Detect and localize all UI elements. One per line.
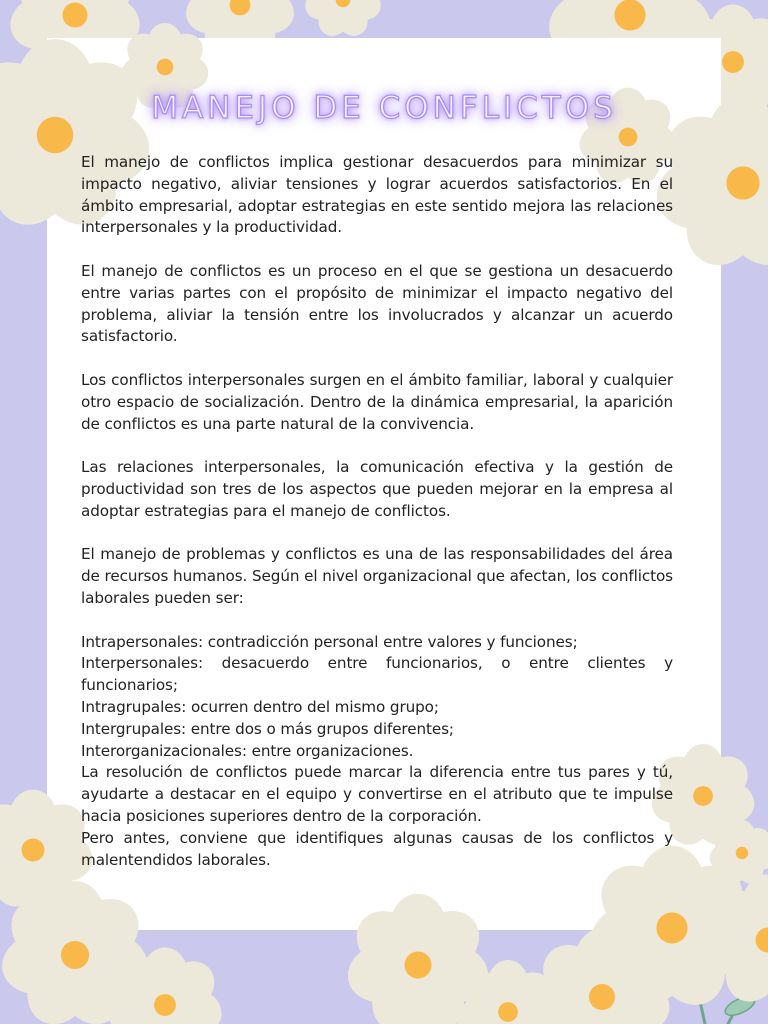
daisy-icon [547, 944, 657, 1024]
list-item: Pero antes, conviene que identifiques algunas causas de los conflictos y malentendidos laborales. [81, 828, 673, 869]
paragraph: El manejo de problemas y conflictos es una de las responsabilidades del área de recursos humanos. Según el nivel organizacional que afectan, los conflictos laborales pueden ser: [81, 545, 673, 607]
page-title: MANEJO DE CONFLICTOS [151, 90, 617, 126]
list-item: Intergrupales: entre dos o más grupos diferentes; [81, 719, 454, 738]
paragraph: El manejo de conflictos es un proceso en el que se gestiona un desacuerdo entre varias partes con el propósito de minimizar el impacto negativo del problema, aliviar la tensión entre los involucrados y alcanzar un acuerdo satisfactorio. [81, 261, 673, 346]
daisy-icon [661, 755, 745, 837]
list-item: Intragrupales: ocurren dentro del mismo grupo; [81, 697, 439, 716]
daisy-icon [15, 897, 134, 1013]
list-item: Interpersonales: desacuerdo entre funcionarios, o entre clientes y funcionarios; [81, 654, 673, 695]
daisy-icon [672, 115, 768, 253]
list-item: La resolución de conflictos puede marcar la diferencia entre tus pares y tú, ayudarte a destacar en el equipo y convertirse en el atributo que te impulse hacia posiciones superiores dentro de la corporación. [81, 763, 673, 825]
paragraph: Los conflictos interpersonales surgen en el ámbito familiar, laboral y cualquier otro espacio de socialización. Dentro de la dinámica empresarial, la aparición de conflictos es una parte natural de la convivencia. [81, 370, 673, 433]
daisy-icon [361, 909, 476, 1021]
list-item: Interorganizacionales: entre organizaciones. [81, 741, 414, 760]
paragraph: El manejo de conflictos implica gestionar desacuerdos para minimizar su impacto negativo, aliviar tensiones y lograr acuerdos satisfactorios. En el ámbito empresarial, adoptar estrategias en este sentido mejora las relaciones interpersonales y la productividad. [81, 153, 673, 237]
document-body [81, 152, 673, 871]
list-item: Intrapersonales: contradicción personal entre valores y funciones; [81, 632, 578, 651]
paragraph: Las relaciones interpersonales, la comunicación efectiva y la gestión de productividad son tres de los aspectos que pueden mejorar en la empresa al adoptar estrategias para el manejo de conflictos. [81, 458, 673, 520]
